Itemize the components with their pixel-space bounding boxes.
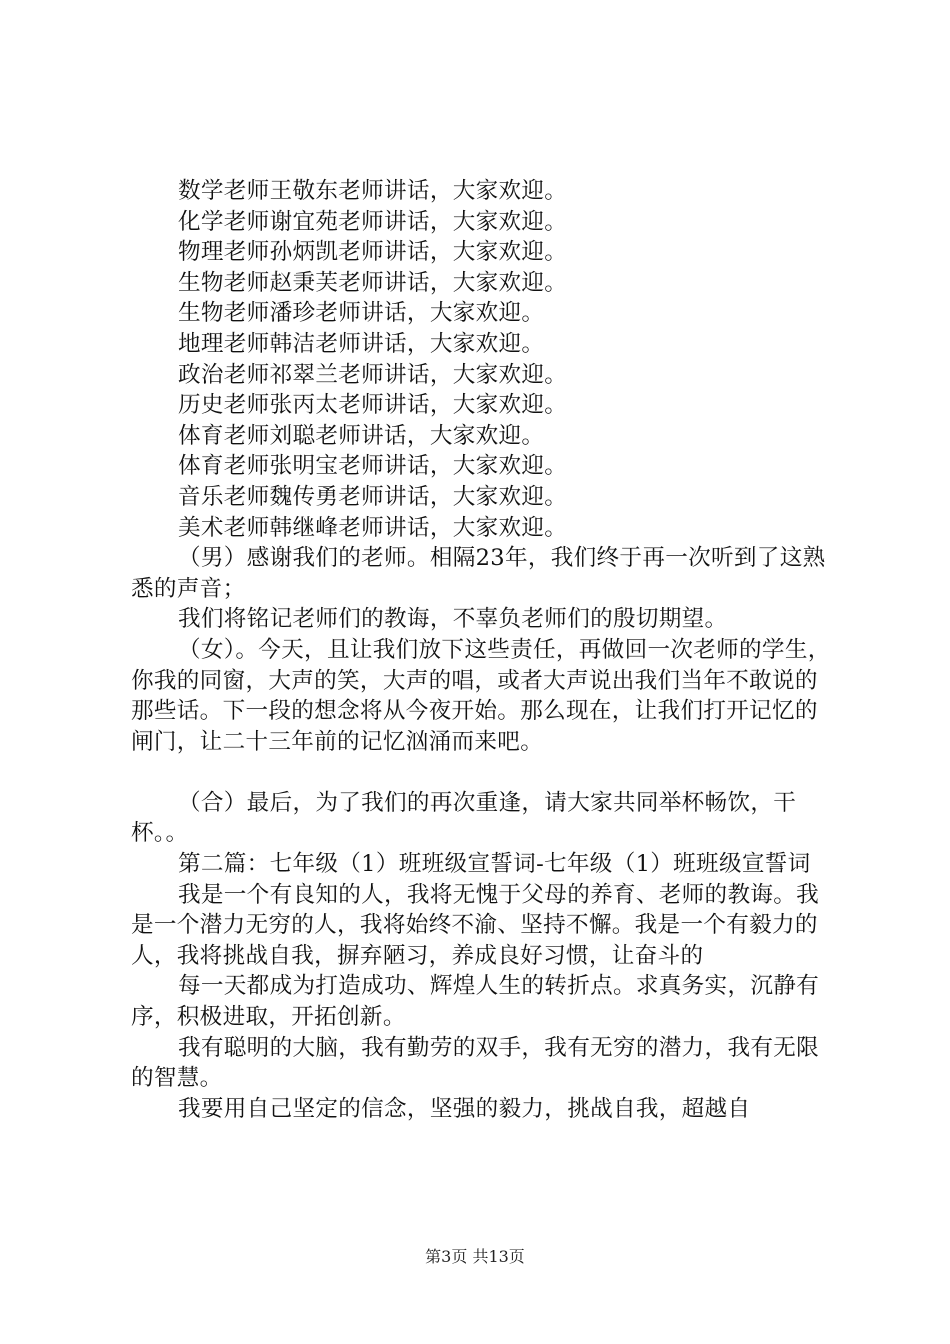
paragraph: 政治老师祁翠兰老师讲话，大家欢迎。 (178, 361, 568, 388)
paragraph: 我有聪明的大脑，我有勤劳的双手，我有无穷的潜力，我有无限的智慧。 (131, 1034, 820, 1092)
paragraph: 生物老师赵秉芙老师讲话，大家欢迎。 (178, 269, 568, 296)
paragraph: 数学老师王敬东老师讲话，大家欢迎。 (178, 178, 568, 204)
section-heading: 第二篇：七年级（1）班班级宣誓词-七年级（1）班班级宣誓词 (178, 851, 811, 878)
paragraph: 音乐老师魏传勇老师讲话，大家欢迎。 (178, 483, 568, 510)
paragraph: 体育老师张明宝老师讲话，大家欢迎。 (178, 453, 568, 480)
blank-line (131, 757, 837, 788)
paragraph: 物理老师孙炳凯老师讲话，大家欢迎。 (178, 239, 568, 266)
paragraph: 历史老师张丙太老师讲话，大家欢迎。 (178, 392, 568, 419)
document-body (131, 176, 837, 1124)
paragraph: （女）。今天，且让我们放下这些责任，再做回一次老师的学生，你我的同窗，大声的笑，大声的唱，或者大声说出我们当年不敢说的那些话。下一段的想念将从今夜开始。那么现在，让我们打开记忆的闸门，让二十三年前的记忆汹涌而来吧。 (131, 636, 831, 755)
paragraph: （男）感谢我们的老师。相隔23年，我们终于再一次听到了这熟悉的声音； (131, 545, 826, 602)
page-footer: 第3页 共13页 (425, 1247, 525, 1266)
paragraph: （合）最后，为了我们的再次重逢，请大家共同举杯畅饮，干杯。。 (131, 789, 797, 847)
paragraph: 我是一个有良知的人，我将无愧于父母的养育、老师的教诲。我是一个潜力无穷的人，我将始终不渝、坚持不懈。我是一个有毅力的人，我将挑战自我，摒弃陋习，养成良好习惯，让奋斗的 (131, 881, 820, 969)
paragraph: 体育老师刘聪老师讲话，大家欢迎。 (178, 422, 545, 449)
paragraph: 我要用自己坚定的信念，坚强的毅力，挑战自我，超越自 (178, 1095, 751, 1122)
paragraph: 生物老师潘珍老师讲话，大家欢迎。 (178, 300, 545, 327)
paragraph: 每一天都成为打造成功、辉煌人生的转折点。求真务实，沉静有序，积极进取，开拓创新。 (131, 973, 820, 1031)
paragraph: 美术老师韩继峰老师讲话，大家欢迎。 (178, 514, 568, 541)
paragraph: 我们将铭记老师们的教诲，不辜负老师们的殷切期望。 (178, 606, 728, 633)
paragraph: 化学老师谢宜苑老师讲话，大家欢迎。 (178, 208, 568, 235)
paragraph: 地理老师韩洁老师讲话，大家欢迎。 (178, 330, 545, 357)
